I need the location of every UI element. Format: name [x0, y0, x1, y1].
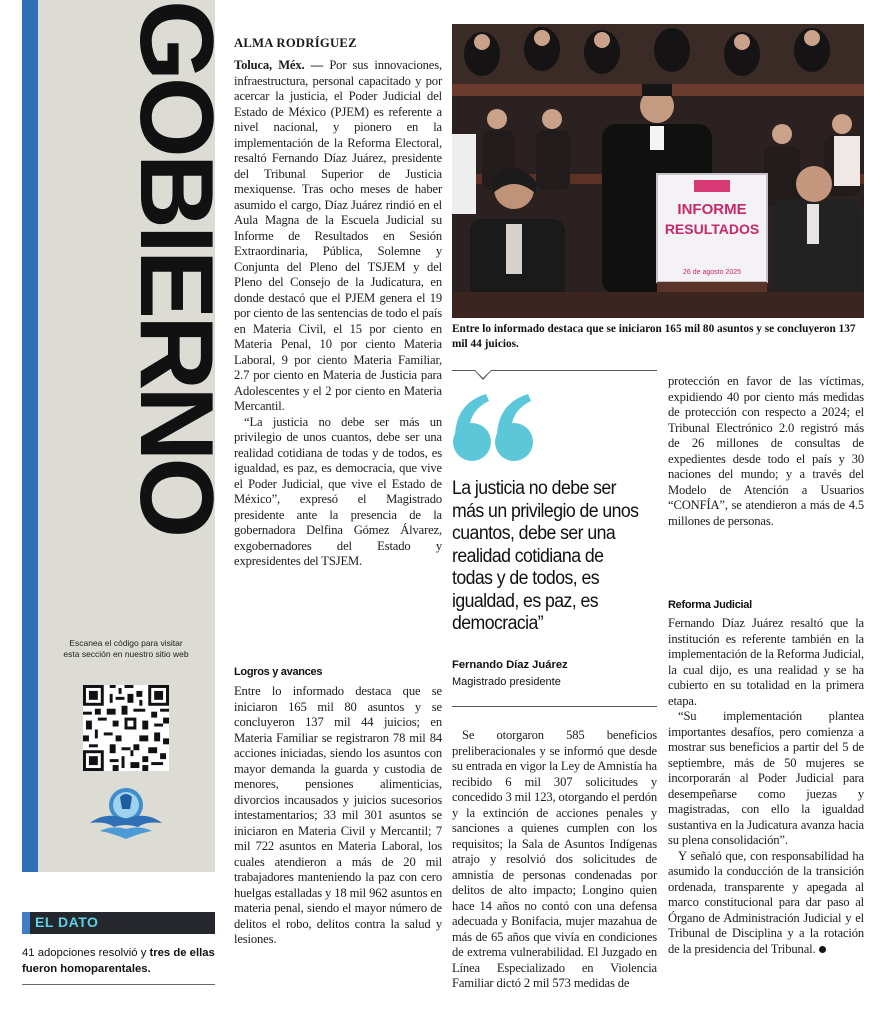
pull-quote-role: Magistrado presidente: [452, 676, 561, 688]
article-paragraph-3: Entre lo informado destaca que se iniciaron 165 mil 80 asuntos y se concluyeron 137 mil 44 juicios; en Materia Familiar se registraron 78 mil 84 acciones iniciadas, siendo los asuntos con mayor demanda la guarda y custodia de menores, pensiones alimenticias, divorcios incausados y juicios sucesorios intestamentarios; 33 mil 301 asuntos se iniciaron en Materia Civil y Mercantil; 7 mil 722 asuntos en Materia Laboral, los cuales atendieron a más de 20 mil trabajadores manteniendo la paz con cero huelgas estalladas y 18 mil 962 asuntos en materia penal, siendo el mayor número de delitos el robo, delitos contra la salud y lesiones.: [234, 684, 442, 946]
article-paragraph-4-continued: protección en favor de las víctimas, expidiendo 40 por ciento más medidas de protección con respecto a 2024; el Tribunal Electrónico 2.0 registró más de 26 millones de consultas de expedientes desde todo el país y 30 naciones del mundo; y a través del Modelo de Atención a Usuarios “CONFÍA”, se atendieron a más de 4.5 millones de personas.: [668, 374, 864, 528]
subhead-reforma: Reforma Judicial: [668, 599, 752, 611]
article-paragraph-6: “Su implementación plantea importantes desafíos, pero comienza a mostrar sus beneficios a partir del 5 de septiembre, más de 50 mujeres se incorporarán al Poder Judicial para desempeñarse como juezas y magistradas, con ello la igualdad sustantiva en la Judicatura avanza hacia su plena consolidación”.: [668, 709, 864, 847]
event-photo: [452, 24, 864, 318]
byline: ALMA RODRÍGUEZ: [234, 36, 357, 50]
el-dato-text-bold: tres de ellas fueron homoparentales.: [22, 947, 215, 976]
podium-line-2: RESULTADOS: [664, 221, 760, 237]
article-paragraph-7: [668, 849, 864, 958]
pull-quote-author: Fernando Díaz Juárez: [452, 659, 568, 671]
el-dato-rule: [22, 984, 215, 985]
quotation-mark-icon: [452, 390, 536, 468]
eagle-logo-icon: [86, 783, 166, 845]
section-title: GOBIERNO: [118, 0, 234, 535]
photo-caption: Entre lo informado destaca que se iniciaron 165 mil 80 asuntos y se concluyeron 137 mil 44 juicios.: [452, 323, 856, 350]
el-dato-label: EL DATO: [35, 914, 99, 930]
article-column-1-lower: [234, 684, 442, 948]
article-paragraph: [234, 58, 442, 415]
podium-line-1: INFORME: [677, 201, 747, 218]
quote-notch-inner: [475, 370, 491, 378]
article-paragraph-7-text: Y señaló que, con responsabilidad ha asumido la conducción de la transición ordenada, transparente y apegada al marco constitucional para dar paso al Órgano de Administración Judicial y el Tribunal de Disciplina y a la rotación de la presidencia del Tribunal.: [668, 848, 864, 956]
qr-instructions: [42, 638, 210, 661]
dateline: Toluca, Méx. —: [234, 58, 324, 72]
sidebar-accent-stripe: [22, 0, 38, 872]
article-paragraph-2: “La justicia no debe ser más un privilegio de unos cuantos, debe ser una realidad cotidiana de todas y de todos, es igualdad, es paz, es democracia, que vive el Poder Judicial, que vive el Estado de México”, expresó el Magistrado presidente ante la presencia de la gobernadora Delfina Gómez Álvarez, exgobernadores del Estado y expresidentes del TSJEM.: [234, 414, 442, 568]
podium-date: 26 de agosto 2025: [683, 269, 741, 276]
el-dato-accent: [22, 912, 30, 934]
pull-quote-text: La justicia no debe ser más un privilegio de unos cuantos, debe ser una realidad cotidiana de todas y de todos, es igualdad, es paz, es democracia”: [452, 478, 639, 634]
qr-instructions-line-1: Escanea el código para visitar: [69, 638, 183, 648]
qr-code-icon[interactable]: [83, 685, 169, 771]
article-column-2: [452, 728, 657, 992]
article-paragraph-4: Se otorgaron 585 beneficios preliberacionales y se informó que desde su entrada en vigor la Ley de Amnistía ha recibido 6 mil 307 solicitudes y concedido 3 mil 123, otorgando el perdón y la extinción de acciones penales y sanciones a quienes cumplen con los requisitos; la Sala de Asuntos Indígenas atrajo y resolvió dos solicitudes de amnistía de personas condenadas por delitos de alto impacto; Longino quien hace 14 años no contó con una defensa adecuada y Bonifacia, mujer mazahua de más de 65 años que vivía en condiciones de extrema vulnerabilidad. El Juzgado en Línea Especializado en Violencia Familiar dictó 2 mil 573 medidas de: [452, 728, 657, 990]
article-column-3: [668, 374, 864, 529]
article-paragraph-5: Fernando Díaz Juárez resaltó que la institución es referente también en la implementación de la Reforma Judicial, la cual dijo, es una realidad y se ha cubierto en su totalidad en la primera etapa.: [668, 616, 864, 708]
article-column-1: [234, 58, 442, 570]
article-column-3-lower: [668, 616, 864, 957]
quote-rule-bottom: [452, 706, 657, 707]
el-dato-text: [22, 945, 218, 977]
el-dato-text-regular: 41 adopciones resolvió y: [22, 947, 150, 959]
article-paragraph-1: Por sus innovaciones, infraestructura, personal capacitado y por acercar la justicia, el Poder Judicial del Estado de México (PJEM) es referente a nivel nacional, y pionero en la implementación de la Reforma Electoral, resaltó Fernando Díaz Juárez, presidente del Tribunal Superior de Justicia mexiquense. Tras ocho meses de haber asumido el cargo, Díaz Juárez rindió en el Aula Magna de la Escuela Judicial su Informe de Resultados en Sesión Extraordinaria, Pública, Solemne y Conjunta del Pleno del TSJEM y del Pleno del Consejo de la Judicatura, en donde destacó que el PJEM genera el 19 por ciento de las sentencias de todo el país en Materia Civil, el 15 por ciento en Materia Penal, 10 por ciento Materia Laboral, 9 por ciento Materia Familiar, 2.7 por ciento en Materia de Justicia para Adolescentes y el 2 por ciento en Materia Mercantil.: [234, 58, 442, 413]
end-mark-icon: [819, 946, 826, 953]
subhead-logros: Logros y avances: [234, 666, 323, 678]
qr-instructions-line-2: esta sección en nuestro sitio web: [63, 649, 189, 660]
